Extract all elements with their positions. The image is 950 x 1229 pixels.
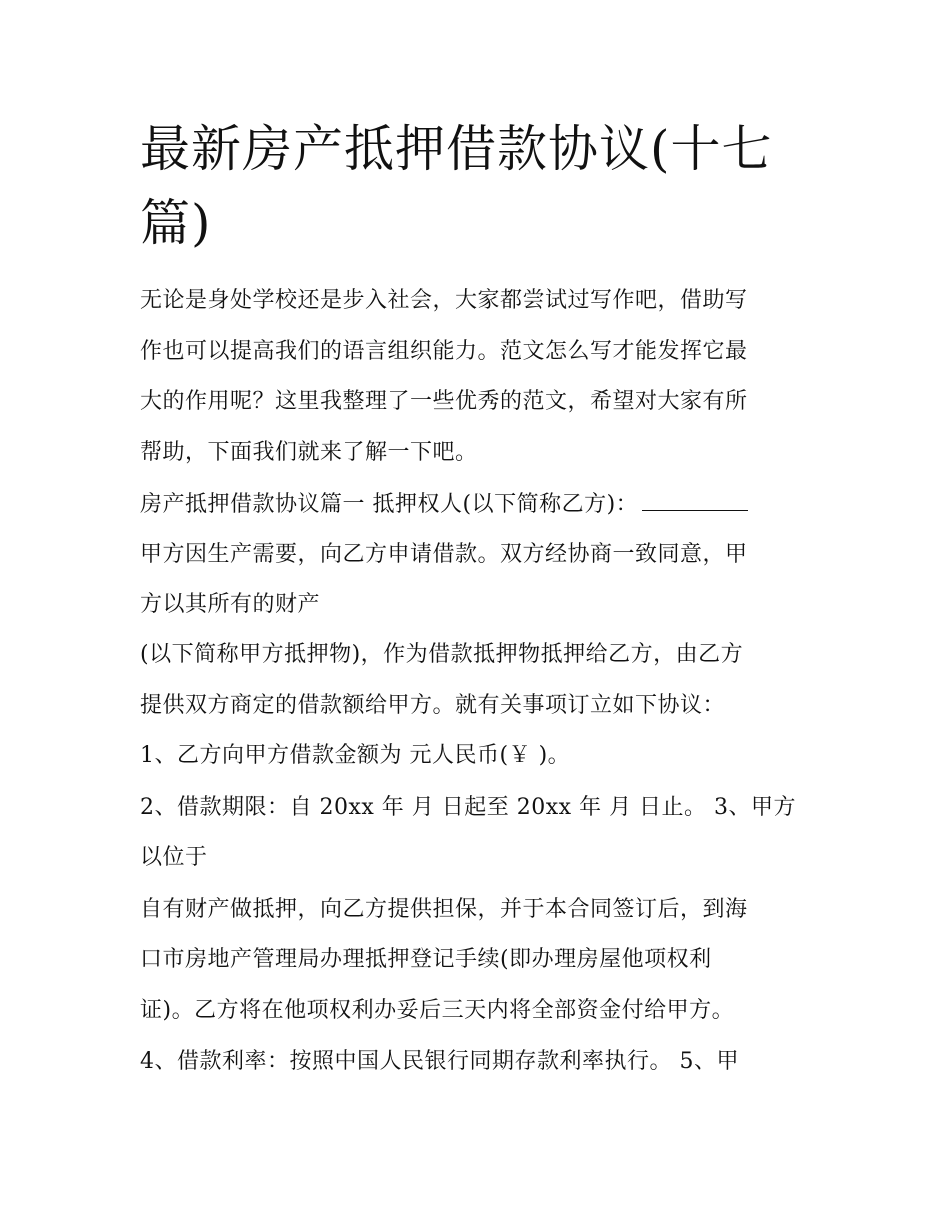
body-line: 无论是身处学校还是步入社会，大家都尝试过写作吧，借助写 (140, 288, 748, 313)
body-line: 作也可以提高我们的语言组织能力。范文怎么写才能发挥它最 (140, 339, 748, 364)
agreement-header-line (140, 490, 748, 520)
body-line: 口市房地产管理局办理抵押登记手续(即办理房屋他项权利 (140, 947, 712, 972)
document-title (140, 112, 820, 260)
body-line: 证)。乙方将在他项权利办妥后三天内将全部资金付给甲方。 (140, 998, 735, 1023)
title-line-1: 最新房产抵押借款协议(十七 (140, 120, 773, 178)
body-line: 提供双方商定的借款额给甲方。就有关事项订立如下协议： (140, 693, 726, 718)
body-line: 方以其所有的财产 (140, 592, 321, 617)
body-line: 大的作用呢？这里我整理了一些优秀的范文，希望对大家有所 (140, 389, 748, 414)
agreement-header-text: 房产抵押借款协议篇一 抵押权人(以下简称乙方)： (140, 492, 639, 517)
clause-1: 1、乙方向甲方借款金额为 元人民币(￥ )。 (140, 743, 571, 768)
body-line: 帮助，下面我们就来了解一下吧。 (140, 440, 478, 465)
body-line: (以下简称甲方抵押物)，作为借款抵押物抵押给乙方，由乙方 (140, 642, 744, 667)
body-line: 自有财产做抵押，向乙方提供担保，并于本合同签订后，到海 (140, 897, 748, 922)
fill-in-blank (642, 490, 748, 511)
clause-4: 4、借款利率：按照中国人民银行同期存款利率执行。 5、甲 (140, 1049, 739, 1074)
body-line: 以位于 (140, 845, 208, 870)
body-line: 甲方因生产需要，向乙方申请借款。双方经协商一致同意，甲 (140, 542, 748, 567)
title-line-2: 篇) (140, 194, 212, 252)
clause-2: 2、借款期限：自 20xx 年 月 日起至 20xx 年 月 日止。 3、甲方 (140, 795, 797, 820)
